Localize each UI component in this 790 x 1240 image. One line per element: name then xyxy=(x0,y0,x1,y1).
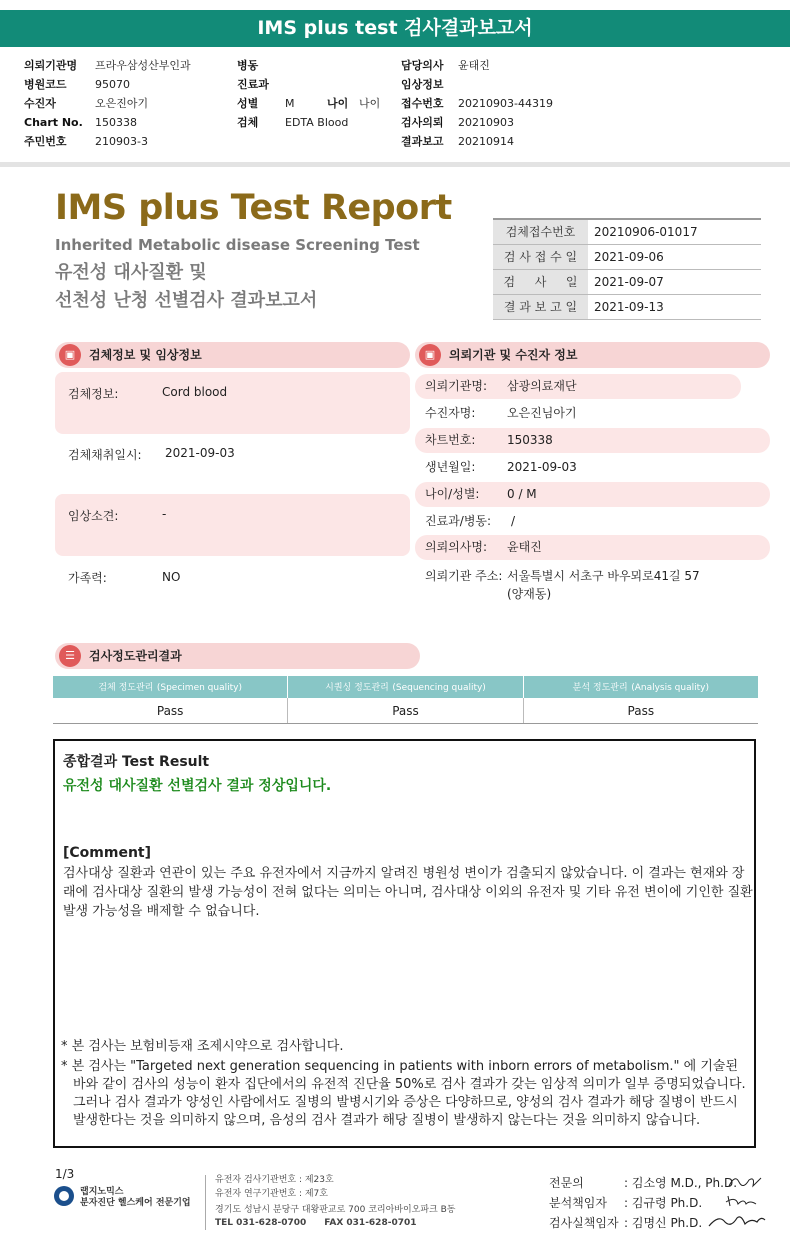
patient-row xyxy=(415,374,741,399)
result-summary: 유전성 대사질환 선별검사 결과 정상입니다. xyxy=(63,778,332,794)
signature-3-image xyxy=(707,1210,767,1230)
qc-header-en: (Sequencing quality) xyxy=(392,683,486,693)
table-row xyxy=(493,220,761,245)
patient-row xyxy=(415,428,770,453)
company-tagline: 분자진단 헬스케어 전문기업 xyxy=(80,1198,191,1208)
patient-value: / xyxy=(511,514,516,528)
patient-section-header xyxy=(415,342,770,368)
report-subtitle-kr-1: 유전성 대사질환 및 xyxy=(55,262,207,283)
info-label: 의뢰기관명 xyxy=(24,59,78,72)
patient-value: 0 / M xyxy=(507,487,537,501)
company-logo-icon xyxy=(54,1186,74,1206)
specimen-info-box xyxy=(55,372,410,434)
patient-label: 나이/성별: xyxy=(425,487,480,501)
note-1: * 본 검사는 보험비등재 조제시약으로 검사합니다. xyxy=(61,1039,344,1054)
patient-value: 2021-09-03 xyxy=(507,460,577,474)
signer-name: : 김소영 M.D., Ph.D. xyxy=(624,1176,738,1190)
qc-header-sequencing xyxy=(288,676,523,698)
address-line-2: (양재동) xyxy=(507,587,552,601)
qc-header-kr: 분석 정도관리 xyxy=(572,683,628,693)
patient-value: 삼광의료재단 xyxy=(507,379,577,393)
qc-value: Pass xyxy=(53,698,288,723)
clinical-label: 임상소견: xyxy=(68,509,119,523)
info-label: 임상정보 xyxy=(401,78,444,91)
info-label: 결과보고 xyxy=(401,135,444,148)
report-header-bar xyxy=(0,10,790,47)
section-title: 의뢰기관 및 수진자 정보 xyxy=(449,348,578,362)
clinical-value: - xyxy=(162,507,167,521)
specimen-section-header xyxy=(55,342,410,368)
patient-label: 의뢰의사명: xyxy=(425,540,488,554)
clinical-info-box xyxy=(55,494,410,556)
info-value: 150338 xyxy=(95,116,137,129)
info-label: 병원코드 xyxy=(24,78,67,91)
info-value: M xyxy=(285,97,295,110)
specimen-label: 검체정보: xyxy=(68,387,119,401)
lock-icon: ▣ xyxy=(419,344,441,366)
age-label: 나이 xyxy=(327,97,349,110)
qc-section-header xyxy=(55,643,420,669)
divider xyxy=(0,162,790,167)
license-2: 유전자 연구기관번호 : 제7호 xyxy=(215,1189,328,1199)
info-value: EDTA Blood xyxy=(285,116,349,129)
report-subtitle-en: Inherited Metabolic disease Screening Test xyxy=(55,236,420,254)
address-line-1: 서울특별시 서초구 바우뫼로41길 57 xyxy=(507,569,700,583)
company-phone: TEL 031-628-0700 FAX 031-628-0701 xyxy=(215,1218,417,1228)
info-label: 검사의뢰 xyxy=(401,116,444,129)
header-title: IMS plus test 검사결과보고서 xyxy=(257,17,533,39)
divider xyxy=(205,1175,206,1230)
info-label: 담당의사 xyxy=(401,59,444,72)
qc-header-row xyxy=(53,676,758,698)
date-label: 검 사 접 수 일 xyxy=(493,245,588,269)
signer-row xyxy=(549,1214,702,1231)
table-row xyxy=(493,270,761,295)
signer-row xyxy=(549,1194,702,1211)
patient-row xyxy=(415,455,770,480)
collect-value: 2021-09-03 xyxy=(165,446,235,460)
qc-value: Pass xyxy=(288,698,523,723)
patient-label: 진료과/병동: xyxy=(425,514,492,528)
patient-label: 수진자명: xyxy=(425,406,476,420)
info-label: 주민번호 xyxy=(24,135,67,148)
company-name: 랩지노믹스 xyxy=(80,1187,124,1197)
info-label: 성별 xyxy=(237,97,259,110)
info-label: 수진자 xyxy=(24,97,56,110)
test-result-box xyxy=(53,739,756,1148)
family-value: NO xyxy=(162,570,181,584)
info-value: 프라우삼성산부인과 xyxy=(95,59,191,72)
report-subtitle-kr-2: 선천성 난청 선별검사 결과보고서 xyxy=(55,290,318,311)
date-value: 2021-09-06 xyxy=(594,250,664,264)
signer-role: 검사실책임자 xyxy=(549,1216,619,1230)
page-number: 1/3 xyxy=(55,1167,75,1181)
patient-row xyxy=(415,482,770,507)
patient-row xyxy=(415,509,770,534)
qc-value: Pass xyxy=(627,704,655,718)
patient-label: 생년월일: xyxy=(425,460,476,474)
qc-header-specimen xyxy=(53,676,288,698)
specimen-value: Cord blood xyxy=(162,385,228,399)
info-value: 윤태진 xyxy=(458,59,490,72)
date-value: 2021-09-07 xyxy=(594,275,664,289)
signer-row xyxy=(549,1174,737,1191)
report-title: IMS plus Test Report xyxy=(55,188,452,228)
signer-name: : 김규령 Ph.D. xyxy=(624,1196,703,1210)
section-title: 검사정도관리결과 xyxy=(89,649,182,663)
signer-role: 전문의 xyxy=(549,1176,584,1190)
age-value: 나이 xyxy=(359,97,381,110)
patient-label: 차트번호: xyxy=(425,433,476,447)
table-row xyxy=(493,295,761,320)
note-2: * 본 검사는 "Targeted next generation sequencing in patients with inborn errors of metabolism." 에 기술된 바와 같이 검사의 성능이 환자 집단에서의 유전적 진단율 50%로 검사 결과가 갖는 임상적 의미가 일부 증명되었습니다. 그러나 검사 결과가 양성인 사람에서도 질병의 발병시기와 증상은 다양하므로, 양성의 검사 결과가 해당 질병이 반드시 발생한다는 것을 의미하지 않으며, 음성의 검사 결과가 해당 질병이 발생하지 않는다는 것을 의미하지 않습니다. xyxy=(61,1059,746,1128)
date-label: 검 사 일 xyxy=(493,270,588,294)
qc-table xyxy=(53,676,758,724)
patient-row xyxy=(415,535,770,560)
info-column-1 xyxy=(24,56,191,151)
qc-value-row xyxy=(53,698,758,724)
table-row xyxy=(493,245,761,270)
info-label: 진료과 xyxy=(237,78,269,91)
dates-table xyxy=(493,218,761,320)
address-label: 의뢰기관 주소: xyxy=(425,569,503,583)
patient-row xyxy=(415,401,741,426)
qc-header-kr: 검체 정도관리 xyxy=(98,683,154,693)
patient-label: 의뢰기관명: xyxy=(425,379,488,393)
info-value: 20210914 xyxy=(458,135,514,148)
info-label: 검체 xyxy=(237,116,259,129)
date-value: 20210906-01017 xyxy=(594,225,698,239)
info-label: 병동 xyxy=(237,59,259,72)
info-label: Chart No. xyxy=(24,116,83,129)
info-column-2 xyxy=(237,56,380,132)
qc-header-analysis xyxy=(524,676,758,698)
date-label: 결 과 보 고 일 xyxy=(493,295,588,319)
clipboard-icon: ☰ xyxy=(59,645,81,667)
comment-title: [Comment] xyxy=(63,845,152,861)
info-label: 접수번호 xyxy=(401,97,444,110)
patient-value: 150338 xyxy=(507,433,553,447)
date-value: 2021-09-13 xyxy=(594,300,664,314)
info-value: 오은진아기 xyxy=(95,97,149,110)
patient-value: 오은진님아기 xyxy=(507,406,577,420)
comment-text: 검사대상 질환과 연관이 있는 주요 유전자에서 지금까지 알려진 병원성 변이가 검출되지 않았습니다. 이 결과는 현재와 장래에 검사대상 질환의 발생 가능성이 전혀 없다는 의미는 아니며, 검사대상 이외의 유전자 및 기타 유전 변이에 기인한 질환 발생 가능성을 배제할 수 없습니다. xyxy=(63,866,753,919)
result-title: 종합결과 Test Result xyxy=(63,754,210,770)
info-value: 95070 xyxy=(95,78,130,91)
company-address: 경기도 성남시 분당구 대왕판교로 700 코리아바이오파크 B동 xyxy=(215,1205,456,1215)
license-1: 유전자 검사기관번호 : 제23호 xyxy=(215,1175,334,1185)
section-title: 검체정보 및 임상정보 xyxy=(89,348,202,362)
info-value: 20210903 xyxy=(458,116,514,129)
qc-header-kr: 시퀀싱 정도관리 xyxy=(325,683,389,693)
signature-1-image xyxy=(725,1172,770,1192)
lock-icon: ▣ xyxy=(59,344,81,366)
collect-label: 검체채취일시: xyxy=(68,448,142,462)
qc-header-en: (Specimen quality) xyxy=(156,683,242,693)
signature-2-image xyxy=(722,1192,762,1210)
family-label: 가족력: xyxy=(68,571,107,585)
date-label: 검체접수번호 xyxy=(493,220,588,244)
info-value: 210903-3 xyxy=(95,135,148,148)
info-value: 20210903-44319 xyxy=(458,97,553,110)
info-column-3 xyxy=(401,56,553,151)
qc-header-en: (Analysis quality) xyxy=(631,683,709,693)
patient-value: 윤태진 xyxy=(507,540,542,554)
signer-name: : 김명신 Ph.D. xyxy=(624,1216,703,1230)
signer-role: 분석책임자 xyxy=(549,1196,607,1210)
